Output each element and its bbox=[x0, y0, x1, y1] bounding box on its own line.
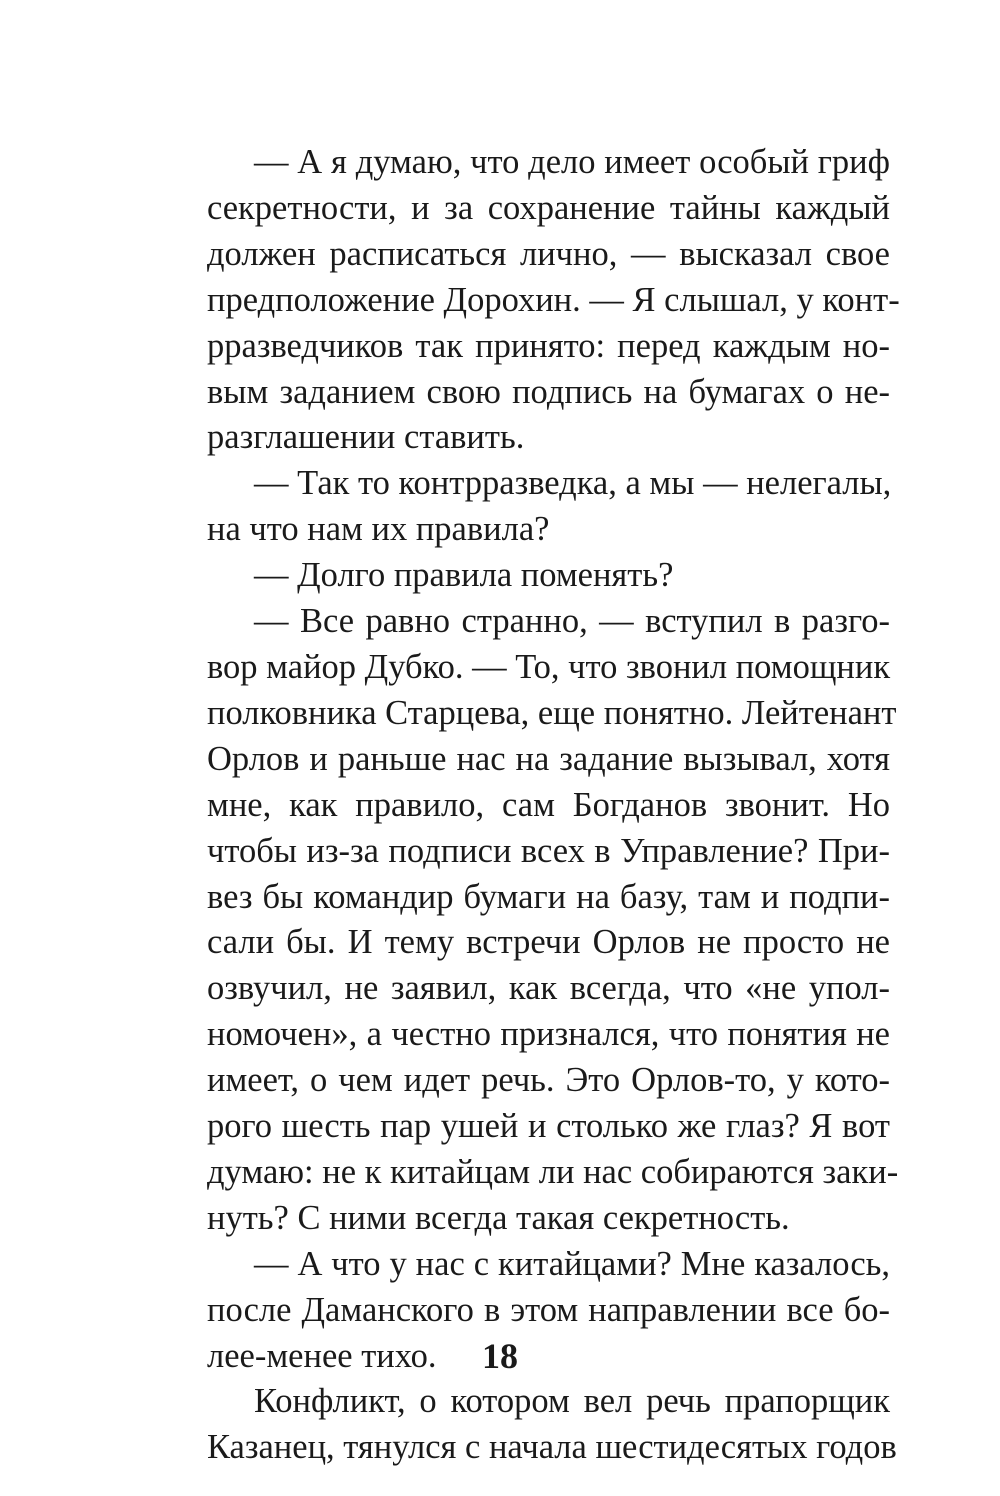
text-line: Конфликт, о котором вел речь прапорщик bbox=[254, 1382, 890, 1421]
paragraph bbox=[207, 140, 900, 461]
text-line: нуть? С ними всегда такая секретность. bbox=[207, 1198, 790, 1237]
text-line: на что нам их правила? bbox=[207, 510, 550, 549]
paragraph bbox=[207, 461, 890, 553]
text-line: лее-менее тихо. bbox=[207, 1336, 437, 1375]
text-line: номочен», а честно признался, что понятия не bbox=[207, 1015, 890, 1054]
page-number: 18 bbox=[482, 1336, 518, 1376]
text-line: — Все равно странно, — вступил в разго- bbox=[254, 602, 890, 641]
text-line: секретности, и за сохранение тайны каждый bbox=[207, 188, 890, 227]
text-line: сали бы. И тему встречи Орлов не просто не bbox=[207, 923, 890, 962]
text-line: должен расписаться лично, — высказал свое bbox=[207, 234, 890, 273]
paragraph bbox=[207, 553, 890, 599]
text-line: вез бы командир бумаги на базу, там и подпи- bbox=[207, 877, 890, 916]
paragraph bbox=[207, 1379, 897, 1471]
text-line: мне, как правило, сам Богданов звонит. Но bbox=[207, 785, 890, 824]
text-line: Орлов и раньше нас на задание вызывал, хотя bbox=[207, 739, 890, 778]
text-line: вор майор Дубко. — То, что звонил помощник bbox=[207, 647, 891, 686]
text-line: после Даманского в этом направлении все бо- bbox=[207, 1290, 890, 1329]
text-line: — Долго правила поменять? bbox=[254, 556, 674, 595]
body-text bbox=[207, 140, 900, 1471]
text-line: — А что у нас с китайцами? Мне казалось, bbox=[254, 1244, 890, 1283]
text-line: предположение Дорохин. — Я слышал, у конт- bbox=[207, 280, 900, 319]
text-line: — А я думаю, что дело имеет особый гриф bbox=[254, 143, 890, 181]
text-line: Казанец, тянулся с начала шестидесятых годов bbox=[207, 1428, 897, 1467]
paragraph bbox=[207, 599, 899, 1242]
text-line: рого шесть пар ушей и столько же глаз? Я вот bbox=[207, 1107, 890, 1146]
text-line: полковника Старцева, еще понятно. Лейтенант bbox=[207, 693, 897, 732]
text-line: — Так то контрразведка, а мы — нелегалы, bbox=[254, 464, 892, 503]
text-line: озвучил, не заявил, как всегда, что «не упол- bbox=[207, 969, 890, 1008]
text-line: разглашении ставить. bbox=[207, 418, 525, 457]
text-line: вым заданием свою подпись на бумагах о не- bbox=[207, 372, 890, 411]
text-line: думаю: не к китайцам ли нас собираются заки- bbox=[207, 1152, 899, 1191]
text-line: чтобы из-за подписи всех в Управление? При- bbox=[207, 831, 890, 870]
text-line: рразведчиков так принято: перед каждым но- bbox=[207, 326, 890, 365]
text-line: имеет, о чем идет речь. Это Орлов-то, у кото- bbox=[207, 1061, 890, 1100]
